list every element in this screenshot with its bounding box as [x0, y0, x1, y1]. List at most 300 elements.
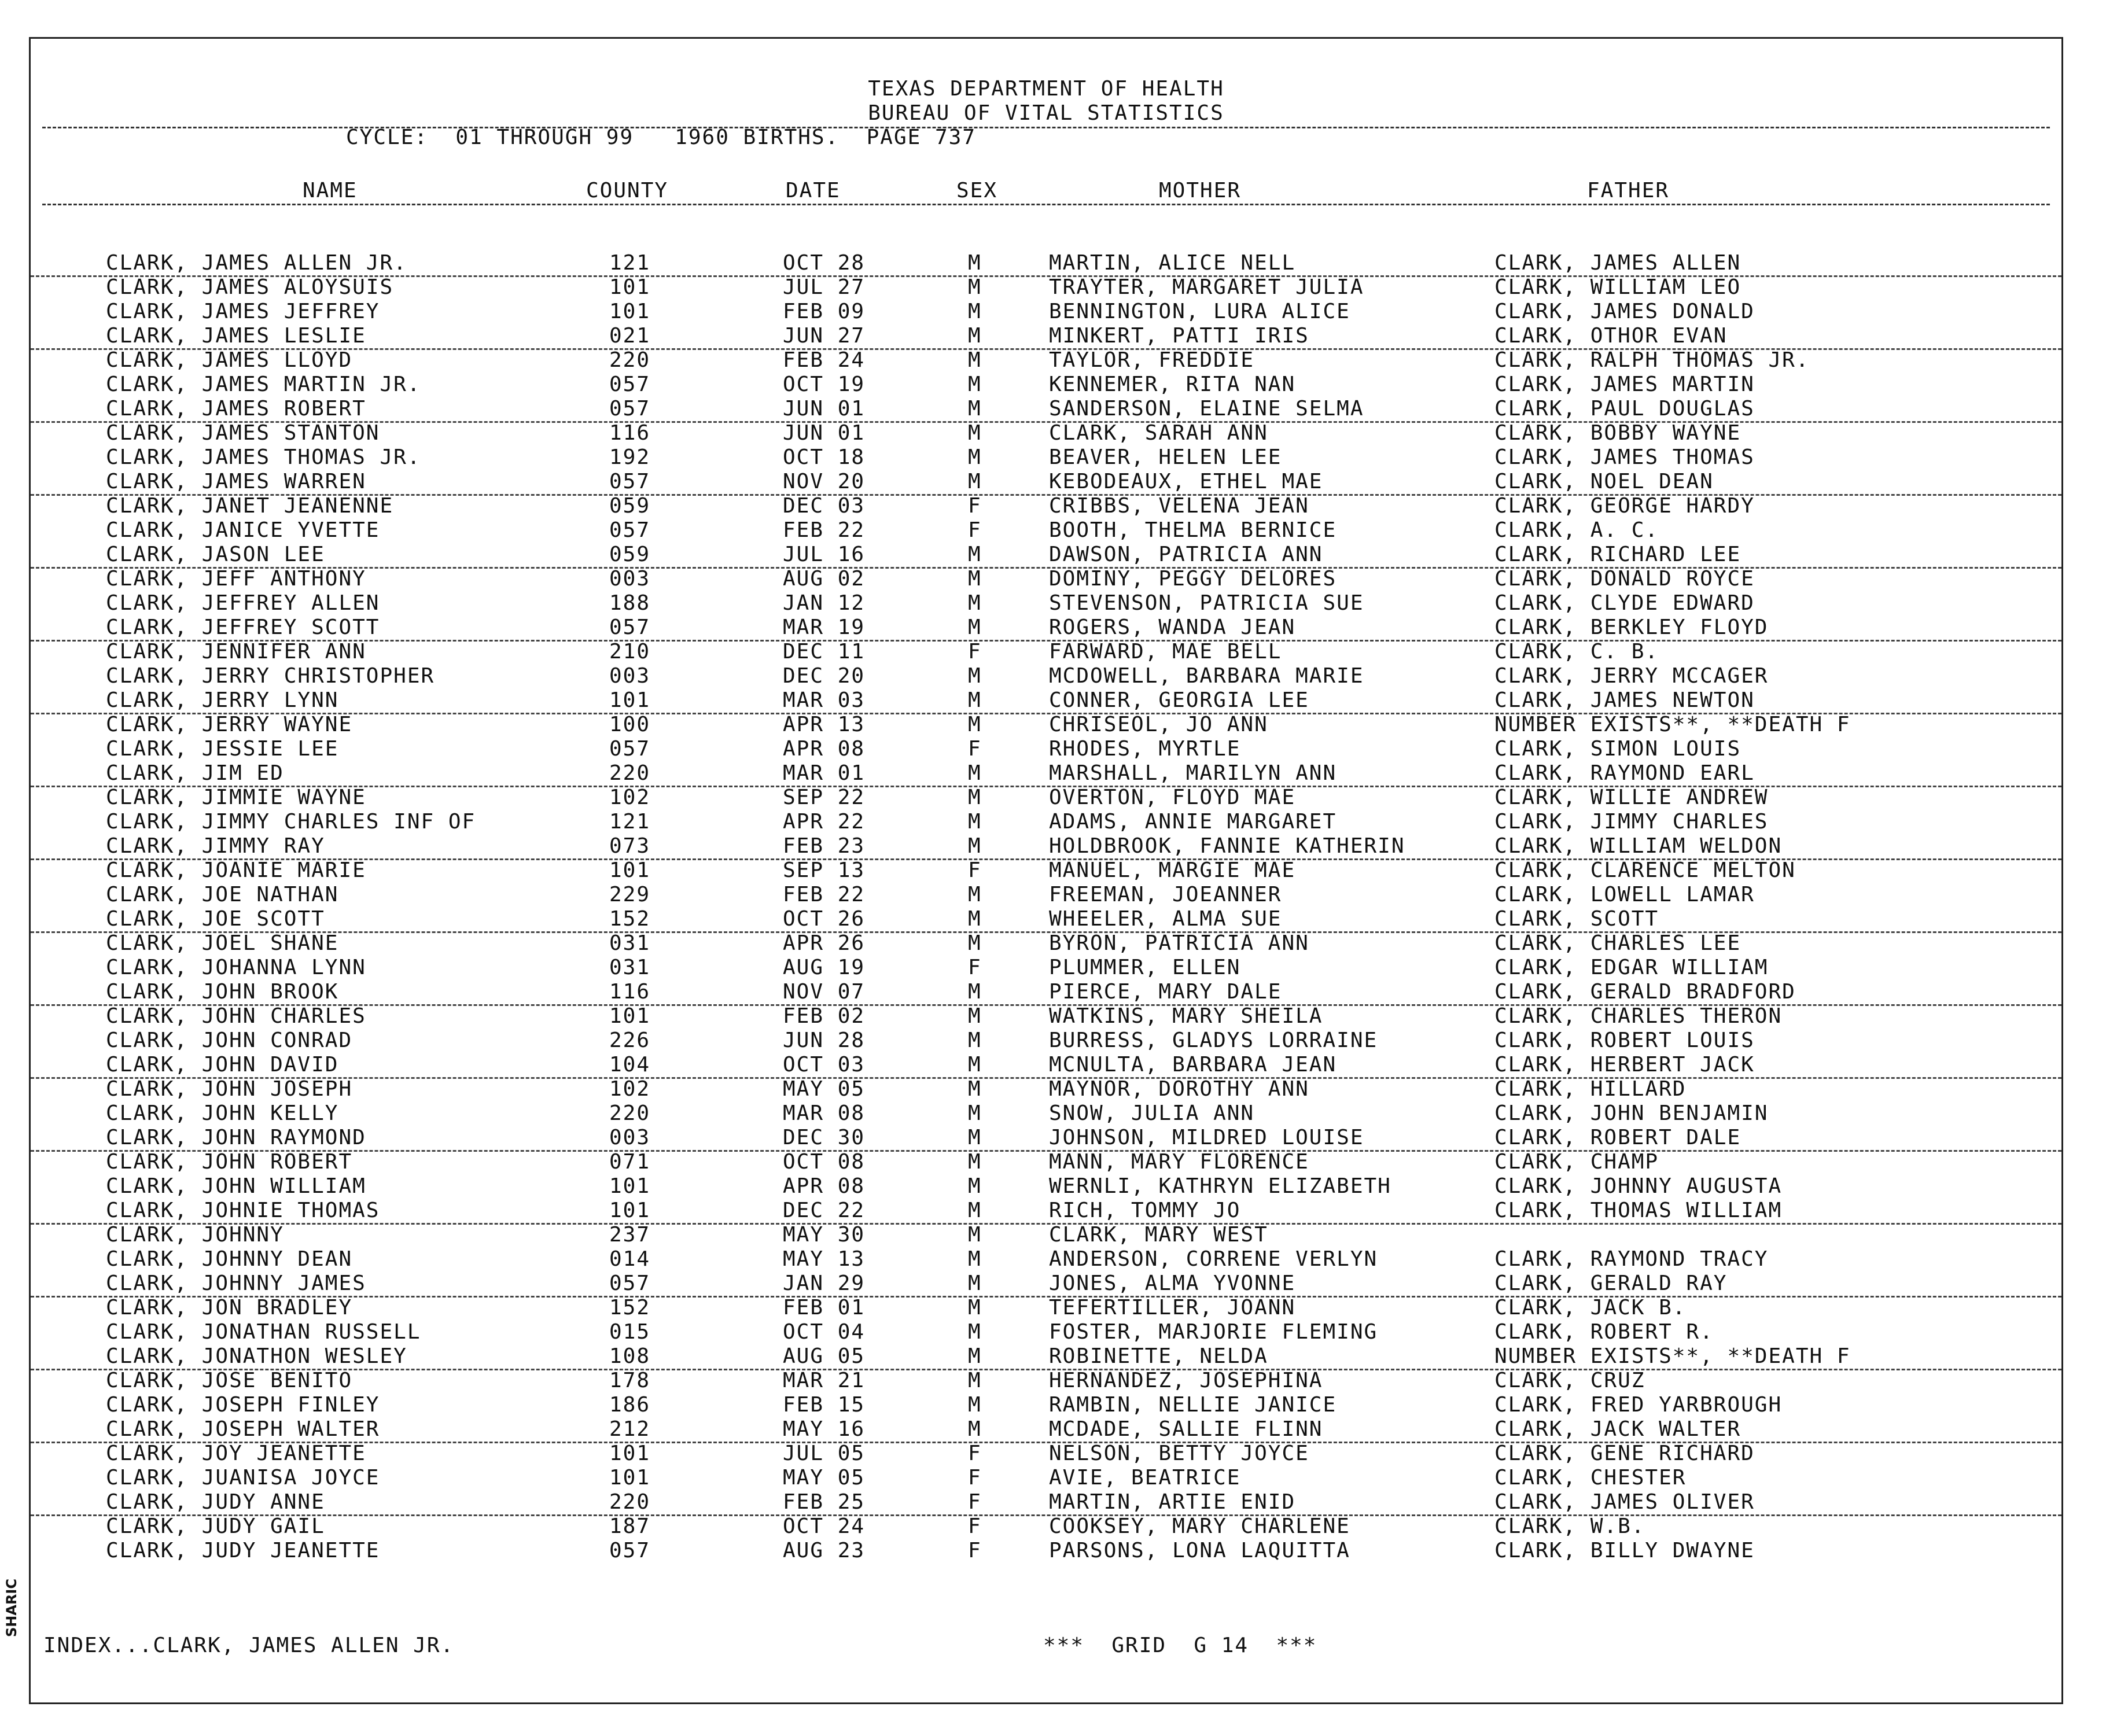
- record-father: CLARK, PAUL DOUGLAS: [1494, 397, 1755, 421]
- record-mother: RHODES, MYRTLE: [1049, 737, 1241, 761]
- record-date: AUG 02: [783, 567, 866, 591]
- record-sex: F: [968, 1490, 982, 1514]
- record-mother: FOSTER, MARJORIE FLEMING: [1049, 1320, 1378, 1344]
- record-name: CLARK, JOHN JOSEPH: [106, 1077, 353, 1101]
- record-row: [31, 518, 2061, 543]
- record-row: [31, 1199, 2061, 1225]
- record-sex: F: [968, 1514, 982, 1538]
- record-father: CLARK, THOMAS WILLIAM: [1494, 1199, 1783, 1222]
- record-county: 152: [609, 907, 651, 931]
- record-county: 178: [609, 1369, 651, 1392]
- record-mother: RICH, TOMMY JO: [1049, 1199, 1241, 1222]
- record-date: APR 22: [783, 810, 866, 834]
- record-county: 188: [609, 591, 651, 615]
- record-county: 116: [609, 980, 651, 1004]
- record-date: JUL 05: [783, 1442, 866, 1465]
- column-header-father: FATHER: [1587, 179, 1670, 202]
- record-father: CLARK, RICHARD LEE: [1494, 543, 1742, 566]
- record-date: JAN 29: [783, 1271, 866, 1295]
- record-father: CLARK, JOHN BENJAMIN: [1494, 1101, 1769, 1125]
- record-county: 220: [609, 1101, 651, 1125]
- record-row: [31, 251, 2061, 277]
- record-sex: M: [968, 1101, 982, 1125]
- record-name: CLARK, JOHNNY JAMES: [106, 1271, 366, 1295]
- record-name: CLARK, JOE NATHAN: [106, 883, 339, 906]
- record-mother: HERNANDEZ, JOSEPHINA: [1049, 1369, 1323, 1392]
- record-mother: DAWSON, PATRICIA ANN: [1049, 543, 1323, 566]
- record-father: CLARK, JAMES ALLEN: [1494, 251, 1742, 275]
- record-father: CLARK, JERRY MCCAGER: [1494, 664, 1769, 688]
- record-date: JUL 16: [783, 543, 866, 566]
- record-sex: M: [968, 1150, 982, 1174]
- record-date: OCT 26: [783, 907, 866, 931]
- record-father: CLARK, CLYDE EDWARD: [1494, 591, 1755, 615]
- record-county: 101: [609, 1442, 651, 1465]
- record-sex: M: [968, 1320, 982, 1344]
- record-mother: TAYLOR, FREDDIE: [1049, 348, 1255, 372]
- record-county: 071: [609, 1150, 651, 1174]
- record-row: [31, 1029, 2061, 1053]
- record-mother: OVERTON, FLOYD MAE: [1049, 786, 1296, 809]
- record-sex: M: [968, 1247, 982, 1271]
- record-date: FEB 25: [783, 1490, 866, 1514]
- record-father: NUMBER EXISTS**, **DEATH F: [1494, 713, 1851, 736]
- record-father: CLARK, RAYMOND EARL: [1494, 761, 1755, 785]
- record-row: [31, 980, 2061, 1006]
- record-mother: WHEELER, ALMA SUE: [1049, 907, 1282, 931]
- record-sex: M: [968, 1344, 982, 1368]
- record-sex: M: [968, 1223, 982, 1247]
- column-header-date: DATE: [786, 179, 841, 202]
- record-mother: MARTIN, ARTIE ENID: [1049, 1490, 1296, 1514]
- record-county: 073: [609, 834, 651, 858]
- record-sex: M: [968, 834, 982, 858]
- cycle-line: CYCLE: 01 THROUGH 99 1960 BIRTHS. PAGE 737: [346, 126, 976, 149]
- record-sex: M: [968, 1126, 982, 1149]
- record-father: CLARK, BILLY DWAYNE: [1494, 1539, 1755, 1562]
- record-row: [31, 445, 2061, 470]
- record-county: 057: [609, 1539, 651, 1562]
- record-date: APR 08: [783, 737, 866, 761]
- record-sex: M: [968, 251, 982, 275]
- record-mother: MCDADE, SALLIE FLINN: [1049, 1417, 1323, 1441]
- record-mother: BOOTH, THELMA BERNICE: [1049, 518, 1337, 542]
- record-mother: PARSONS, LONA LAQUITTA: [1049, 1539, 1350, 1562]
- record-father: CLARK, OTHOR EVAN: [1494, 324, 1728, 348]
- record-mother: MARSHALL, MARILYN ANN: [1049, 761, 1337, 785]
- record-row: [31, 1223, 2061, 1247]
- record-sex: M: [968, 980, 982, 1004]
- record-date: MAR 21: [783, 1369, 866, 1392]
- record-name: CLARK, JEFF ANTHONY: [106, 567, 366, 591]
- record-county: 116: [609, 421, 651, 445]
- record-name: CLARK, JOE SCOTT: [106, 907, 325, 931]
- record-mother: BYRON, PATRICIA ANN: [1049, 931, 1309, 955]
- record-sex: M: [968, 1369, 982, 1392]
- record-row: [31, 688, 2061, 714]
- column-header-name: NAME: [303, 179, 358, 202]
- record-row: [31, 1466, 2061, 1490]
- record-father: CLARK, HILLARD: [1494, 1077, 1687, 1101]
- record-date: OCT 24: [783, 1514, 866, 1538]
- record-father: CLARK, SIMON LOUIS: [1494, 737, 1742, 761]
- record-mother: KENNEMER, RITA NAN: [1049, 373, 1296, 396]
- record-date: JUN 01: [783, 397, 866, 421]
- record-date: DEC 20: [783, 664, 866, 688]
- record-mother: CHRISEOL, JO ANN: [1049, 713, 1268, 736]
- record-mother: STEVENSON, PATRICIA SUE: [1049, 591, 1364, 615]
- record-sex: F: [968, 494, 982, 518]
- record-county: 014: [609, 1247, 651, 1271]
- record-county: 057: [609, 397, 651, 421]
- header-rule: [42, 127, 2050, 128]
- record-name: CLARK, JERRY WAYNE: [106, 713, 353, 736]
- record-mother: SNOW, JULIA ANN: [1049, 1101, 1255, 1125]
- record-name: CLARK, JONATHAN RUSSELL: [106, 1320, 421, 1344]
- record-county: 101: [609, 688, 651, 712]
- record-father: CLARK, RALPH THOMAS JR.: [1494, 348, 1810, 372]
- record-mother: MANUEL, MARGIE MAE: [1049, 858, 1296, 882]
- record-row: [31, 421, 2061, 445]
- record-date: JUN 01: [783, 421, 866, 445]
- record-sex: F: [968, 737, 982, 761]
- record-date: NOV 20: [783, 470, 866, 493]
- record-sex: M: [968, 591, 982, 615]
- record-mother: AVIE, BEATRICE: [1049, 1466, 1241, 1490]
- record-father: CLARK, FRED YARBROUGH: [1494, 1393, 1783, 1417]
- record-mother: BEAVER, HELEN LEE: [1049, 445, 1282, 469]
- record-date: JUN 28: [783, 1029, 866, 1052]
- record-sex: M: [968, 1417, 982, 1441]
- record-date: APR 08: [783, 1174, 866, 1198]
- record-father: CLARK, GERALD RAY: [1494, 1271, 1728, 1295]
- record-county: 057: [609, 615, 651, 639]
- record-row: [31, 373, 2061, 397]
- record-name: CLARK, JAMES LLOYD: [106, 348, 353, 372]
- record-county: 101: [609, 275, 651, 299]
- record-row: [31, 1490, 2061, 1516]
- record-sex: M: [968, 373, 982, 396]
- record-county: 015: [609, 1320, 651, 1344]
- record-county: 059: [609, 494, 651, 518]
- record-name: CLARK, JOHANNA LYNN: [106, 956, 366, 979]
- record-row: [31, 397, 2061, 423]
- record-county: 186: [609, 1393, 651, 1417]
- record-row: [31, 664, 2061, 688]
- microfilm-page: [29, 37, 2063, 1704]
- record-father: CLARK, GENE RICHARD: [1494, 1442, 1755, 1465]
- record-father: CLARK, WILLIE ANDREW: [1494, 786, 1769, 809]
- record-county: 229: [609, 883, 651, 906]
- record-county: 102: [609, 786, 651, 809]
- record-name: CLARK, JERRY CHRISTOPHER: [106, 664, 435, 688]
- record-mother: CLARK, MARY WEST: [1049, 1223, 1268, 1247]
- record-row: [31, 907, 2061, 933]
- record-county: 220: [609, 761, 651, 785]
- record-sex: M: [968, 300, 982, 323]
- record-row: [31, 348, 2061, 373]
- record-date: JUN 27: [783, 324, 866, 348]
- record-father: CLARK, JIMMY CHARLES: [1494, 810, 1769, 834]
- record-sex: F: [968, 858, 982, 882]
- record-date: DEC 30: [783, 1126, 866, 1149]
- record-county: 104: [609, 1053, 651, 1077]
- record-name: CLARK, JEFFREY ALLEN: [106, 591, 380, 615]
- record-name: CLARK, JAMES ALLEN JR.: [106, 251, 407, 275]
- record-county: 102: [609, 1077, 651, 1101]
- record-row: [31, 1271, 2061, 1298]
- record-father: CLARK, CHESTER: [1494, 1466, 1687, 1490]
- record-sex: M: [968, 761, 982, 785]
- record-name: CLARK, JAMES ALOYSUIS: [106, 275, 394, 299]
- record-mother: MANN, MARY FLORENCE: [1049, 1150, 1309, 1174]
- record-father: CLARK, NOEL DEAN: [1494, 470, 1714, 493]
- record-name: CLARK, JAMES STANTON: [106, 421, 380, 445]
- record-father: CLARK, JAMES MARTIN: [1494, 373, 1755, 396]
- record-county: 057: [609, 373, 651, 396]
- record-row: [31, 1004, 2061, 1029]
- record-date: OCT 19: [783, 373, 866, 396]
- record-father: CLARK, BOBBY WAYNE: [1494, 421, 1742, 445]
- record-county: 210: [609, 640, 651, 664]
- record-date: DEC 03: [783, 494, 866, 518]
- record-mother: MCNULTA, BARBARA JEAN: [1049, 1053, 1337, 1077]
- record-date: FEB 09: [783, 300, 866, 323]
- record-sex: M: [968, 688, 982, 712]
- record-date: FEB 22: [783, 883, 866, 906]
- record-county: 220: [609, 1490, 651, 1514]
- record-date: MAY 05: [783, 1077, 866, 1101]
- record-row: [31, 1514, 2061, 1539]
- record-row: [31, 640, 2061, 664]
- record-name: CLARK, JOHN CHARLES: [106, 1004, 366, 1028]
- record-row: [31, 615, 2061, 642]
- record-mother: ROGERS, WANDA JEAN: [1049, 615, 1296, 639]
- record-mother: PLUMMER, ELLEN: [1049, 956, 1241, 979]
- record-row: [31, 567, 2061, 591]
- column-header-county: COUNTY: [586, 179, 669, 202]
- record-mother: FREEMAN, JOEANNER: [1049, 883, 1282, 906]
- agency-title: TEXAS DEPARTMENT OF HEALTH: [868, 77, 1224, 101]
- record-date: JAN 12: [783, 591, 866, 615]
- record-sex: M: [968, 1029, 982, 1052]
- record-father: CLARK, ROBERT R.: [1494, 1320, 1714, 1344]
- record-county: 101: [609, 1199, 651, 1222]
- record-row: [31, 1369, 2061, 1393]
- record-county: 187: [609, 1514, 651, 1538]
- record-father: CLARK, CHARLES THERON: [1494, 1004, 1783, 1028]
- record-father: CLARK, CRUZ: [1494, 1369, 1645, 1392]
- record-county: 101: [609, 858, 651, 882]
- record-date: FEB 01: [783, 1296, 866, 1319]
- record-sex: M: [968, 1174, 982, 1198]
- record-date: SEP 22: [783, 786, 866, 809]
- record-county: 003: [609, 567, 651, 591]
- record-name: CLARK, JASON LEE: [106, 543, 325, 566]
- record-row: [31, 713, 2061, 737]
- record-date: MAY 30: [783, 1223, 866, 1247]
- record-row: [31, 1174, 2061, 1199]
- column-header-mother: MOTHER: [1159, 179, 1242, 202]
- record-sex: F: [968, 640, 982, 664]
- record-county: 237: [609, 1223, 651, 1247]
- record-mother: ANDERSON, CORRENE VERLYN: [1049, 1247, 1378, 1271]
- record-row: [31, 761, 2061, 787]
- record-county: 101: [609, 300, 651, 323]
- record-date: FEB 15: [783, 1393, 866, 1417]
- record-father: CLARK, JACK WALTER: [1494, 1417, 1742, 1441]
- record-row: [31, 786, 2061, 810]
- record-father: CLARK, SCOTT: [1494, 907, 1659, 931]
- record-mother: DOMINY, PEGGY DELORES: [1049, 567, 1337, 591]
- column-header-sex: SEX: [956, 179, 998, 202]
- record-date: APR 26: [783, 931, 866, 955]
- record-date: MAY 13: [783, 1247, 866, 1271]
- record-sex: F: [968, 1466, 982, 1490]
- record-name: CLARK, JOHN DAVID: [106, 1053, 339, 1077]
- record-mother: CONNER, GEORGIA LEE: [1049, 688, 1309, 712]
- record-father: CLARK, GERALD BRADFORD: [1494, 980, 1796, 1004]
- record-sex: M: [968, 1271, 982, 1295]
- record-sex: M: [968, 567, 982, 591]
- record-row: [31, 543, 2061, 569]
- record-county: 003: [609, 1126, 651, 1149]
- record-mother: WATKINS, MARY SHEILA: [1049, 1004, 1323, 1028]
- record-mother: TEFERTILLER, JOANN: [1049, 1296, 1296, 1319]
- record-sex: M: [968, 1393, 982, 1417]
- record-row: [31, 883, 2061, 907]
- record-date: OCT 08: [783, 1150, 866, 1174]
- record-father: CLARK, JAMES NEWTON: [1494, 688, 1755, 712]
- record-county: 057: [609, 518, 651, 542]
- record-date: FEB 23: [783, 834, 866, 858]
- record-date: FEB 22: [783, 518, 866, 542]
- record-sex: F: [968, 956, 982, 979]
- record-sex: M: [968, 324, 982, 348]
- record-row: [31, 956, 2061, 980]
- record-mother: JONES, ALMA YVONNE: [1049, 1271, 1296, 1295]
- record-father: CLARK, WILLIAM WELDON: [1494, 834, 1783, 858]
- index-line: INDEX...CLARK, JAMES ALLEN JR.: [43, 1634, 455, 1657]
- record-sex: M: [968, 421, 982, 445]
- record-row: [31, 1320, 2061, 1344]
- record-date: MAR 19: [783, 615, 866, 639]
- record-father: CLARK, JAMES THOMAS: [1494, 445, 1755, 469]
- record-name: CLARK, JOEL SHANE: [106, 931, 339, 955]
- record-county: 226: [609, 1029, 651, 1052]
- record-father: CLARK, BERKLEY FLOYD: [1494, 615, 1769, 639]
- record-name: CLARK, JOHNIE THOMAS: [106, 1199, 380, 1222]
- record-date: APR 13: [783, 713, 866, 736]
- record-mother: HOLDBROOK, FANNIE KATHERIN: [1049, 834, 1405, 858]
- record-sex: M: [968, 883, 982, 906]
- record-name: CLARK, JONATHON WESLEY: [106, 1344, 407, 1368]
- record-father: CLARK, DONALD ROYCE: [1494, 567, 1755, 591]
- record-county: 101: [609, 1466, 651, 1490]
- bureau-title: BUREAU OF VITAL STATISTICS: [868, 101, 1224, 125]
- record-county: 192: [609, 445, 651, 469]
- record-mother: TRAYTER, MARGARET JULIA: [1049, 275, 1364, 299]
- record-sex: F: [968, 1539, 982, 1562]
- record-county: 059: [609, 543, 651, 566]
- record-row: [31, 324, 2061, 350]
- record-county: 108: [609, 1344, 651, 1368]
- record-sex: M: [968, 543, 982, 566]
- record-row: [31, 591, 2061, 615]
- record-mother: ADAMS, ANNIE MARGARET: [1049, 810, 1337, 834]
- record-date: DEC 22: [783, 1199, 866, 1222]
- record-name: CLARK, JIMMY RAY: [106, 834, 325, 858]
- record-row: [31, 1101, 2061, 1126]
- record-county: 220: [609, 348, 651, 372]
- record-name: CLARK, JUDY JEANETTE: [106, 1539, 380, 1562]
- record-row: [31, 494, 2061, 518]
- record-father: CLARK, GEORGE HARDY: [1494, 494, 1755, 518]
- record-name: CLARK, JANICE YVETTE: [106, 518, 380, 542]
- record-sex: M: [968, 1296, 982, 1319]
- record-sex: F: [968, 1442, 982, 1465]
- record-sex: M: [968, 470, 982, 493]
- record-row: [31, 1539, 2061, 1563]
- record-father: CLARK, JOHNNY AUGUSTA: [1494, 1174, 1783, 1198]
- record-father: CLARK, CHAMP: [1494, 1150, 1659, 1174]
- record-county: 101: [609, 1174, 651, 1198]
- record-date: SEP 13: [783, 858, 866, 882]
- record-mother: RAMBIN, NELLIE JANICE: [1049, 1393, 1337, 1417]
- record-row: [31, 1053, 2061, 1079]
- record-name: CLARK, JOHN BROOK: [106, 980, 339, 1004]
- record-mother: MCDOWELL, BARBARA MARIE: [1049, 664, 1364, 688]
- record-sex: M: [968, 907, 982, 931]
- record-mother: CRIBBS, VELENA JEAN: [1049, 494, 1309, 518]
- record-father: CLARK, CLARENCE MELTON: [1494, 858, 1796, 882]
- record-name: CLARK, JOHN RAYMOND: [106, 1126, 366, 1149]
- grid-reference: *** GRID G 14 ***: [1043, 1634, 1317, 1657]
- record-mother: WERNLI, KATHRYN ELIZABETH: [1049, 1174, 1391, 1198]
- record-sex: M: [968, 615, 982, 639]
- record-row: [31, 834, 2061, 860]
- record-sex: M: [968, 1199, 982, 1222]
- record-county: 101: [609, 1004, 651, 1028]
- record-date: MAR 03: [783, 688, 866, 712]
- record-row: [31, 737, 2061, 761]
- record-row: [31, 1442, 2061, 1466]
- record-sex: M: [968, 1053, 982, 1077]
- record-mother: COOKSEY, MARY CHARLENE: [1049, 1514, 1350, 1538]
- record-date: MAY 05: [783, 1466, 866, 1490]
- record-name: CLARK, JAMES ROBERT: [106, 397, 366, 421]
- record-name: CLARK, JERRY LYNN: [106, 688, 339, 712]
- record-row: [31, 1247, 2061, 1271]
- record-father: CLARK, W.B.: [1494, 1514, 1645, 1538]
- record-county: 057: [609, 470, 651, 493]
- record-date: MAR 01: [783, 761, 866, 785]
- record-name: CLARK, JOSEPH FINLEY: [106, 1393, 380, 1417]
- record-mother: CLARK, SARAH ANN: [1049, 421, 1268, 445]
- record-name: CLARK, JUDY ANNE: [106, 1490, 325, 1514]
- record-name: CLARK, JOSEPH WALTER: [106, 1417, 380, 1441]
- record-county: 031: [609, 931, 651, 955]
- record-name: CLARK, JOHN WILLIAM: [106, 1174, 366, 1198]
- record-name: CLARK, JAMES JEFFREY: [106, 300, 380, 323]
- record-name: CLARK, JESSIE LEE: [106, 737, 339, 761]
- record-name: CLARK, JON BRADLEY: [106, 1296, 353, 1319]
- record-sex: M: [968, 445, 982, 469]
- record-name: CLARK, JAMES MARTIN JR.: [106, 373, 421, 396]
- record-row: [31, 1150, 2061, 1174]
- record-father: CLARK, HERBERT JACK: [1494, 1053, 1755, 1077]
- record-county: 121: [609, 810, 651, 834]
